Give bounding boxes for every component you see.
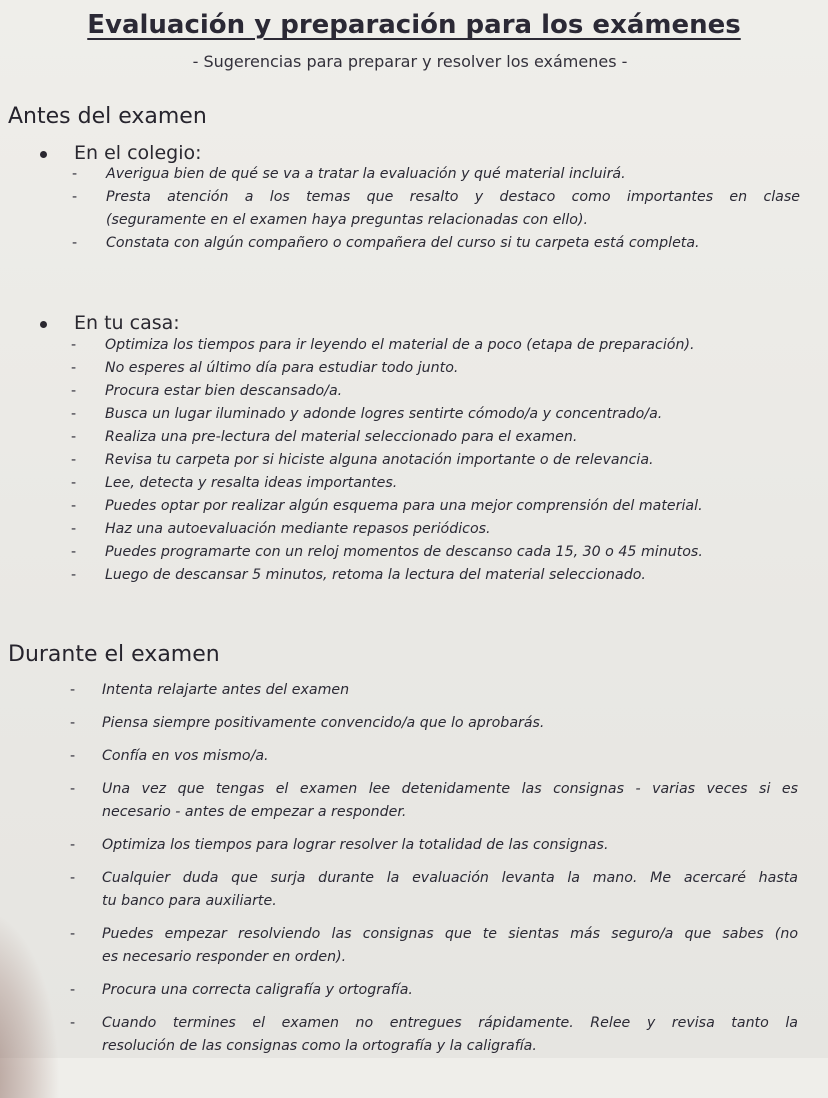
list-item: - Optimiza los tiempos para ir leyendo el material de a poco (etapa de preparación). xyxy=(71,337,695,353)
document-subtitle: - Sugerencias para preparar y resolver los exámenes - xyxy=(192,52,628,71)
list-item: - Puedes programarte con un reloj momentos de descanso cada 15, 30 o 45 minutos. xyxy=(71,544,703,560)
hand-shadow xyxy=(0,908,60,1098)
list-casa xyxy=(71,334,703,587)
list-item: - Una vez que tengas el examen lee detenidamente las consignas - varias veces si es necesario - antes de empezar a responder. xyxy=(70,781,798,820)
list-item: - Presta atención a los temas que resalto y destaco como importantes en clase (seguramente en el examen haya preguntas relacionadas con ello). xyxy=(72,189,800,228)
section-heading-antes: Antes del examen xyxy=(8,104,207,129)
list-item: - Constata con algún compañero o compañera del curso si tu carpeta está completa. xyxy=(72,235,700,251)
bullet-label-colegio: En el colegio: xyxy=(74,142,202,164)
list-item: - Averigua bien de qué se va a tratar la evaluación y qué material incluirá. xyxy=(72,166,626,182)
list-item: - Busca un lugar iluminado y adonde logres sentirte cómodo/a y concentrado/a. xyxy=(71,406,663,422)
list-colegio xyxy=(72,163,800,255)
section-heading-durante: Durante el examen xyxy=(8,642,220,667)
list-item: - No esperes al último día para estudiar todo junto. xyxy=(71,360,459,376)
bullet-icon xyxy=(40,321,47,328)
list-item: - Haz una autoevaluación mediante repasos periódicos. xyxy=(71,521,491,537)
bullet-icon xyxy=(40,151,47,158)
list-item: - Cuando termines el examen no entregues rápidamente. Relee y revisa tanto la resolución de las consignas como la ortografía y la caligrafía. xyxy=(70,1015,798,1054)
document-title: Evaluación y preparación para los exámenes xyxy=(87,10,741,40)
list-item: - Piensa siempre positivamente convencido/a que lo aprobarás. xyxy=(70,715,545,731)
list-item: - Revisa tu carpeta por si hiciste alguna anotación importante o de relevancia. xyxy=(71,452,654,468)
list-item: - Intenta relajarte antes del examen xyxy=(70,682,350,698)
list-item: - Cualquier duda que surja durante la evaluación levanta la mano. Me acercaré hasta tu banco para auxiliarte. xyxy=(70,870,798,909)
list-item: - Luego de descansar 5 minutos, retoma la lectura del material seleccionado. xyxy=(71,567,646,583)
list-item: - Optimiza los tiempos para lograr resolver la totalidad de las consignas. xyxy=(70,837,609,853)
bullet-label-casa: En tu casa: xyxy=(74,312,180,334)
list-item: - Procura estar bien descansado/a. xyxy=(71,383,343,399)
list-durante xyxy=(70,679,798,1068)
list-item: - Puedes empezar resolviendo las consignas que te sientas más seguro/a que sabes (no es necesario responder en orden). xyxy=(70,926,798,965)
list-item: - Realiza una pre-lectura del material seleccionado para el examen. xyxy=(71,429,578,445)
list-item: - Puedes optar por realizar algún esquema para una mejor comprensión del material. xyxy=(71,498,703,514)
list-item: - Lee, detecta y resalta ideas importantes. xyxy=(71,475,398,491)
list-item: - Confía en vos mismo/a. xyxy=(70,748,269,764)
list-item: - Procura una correcta caligrafía y ortografía. xyxy=(70,982,413,998)
